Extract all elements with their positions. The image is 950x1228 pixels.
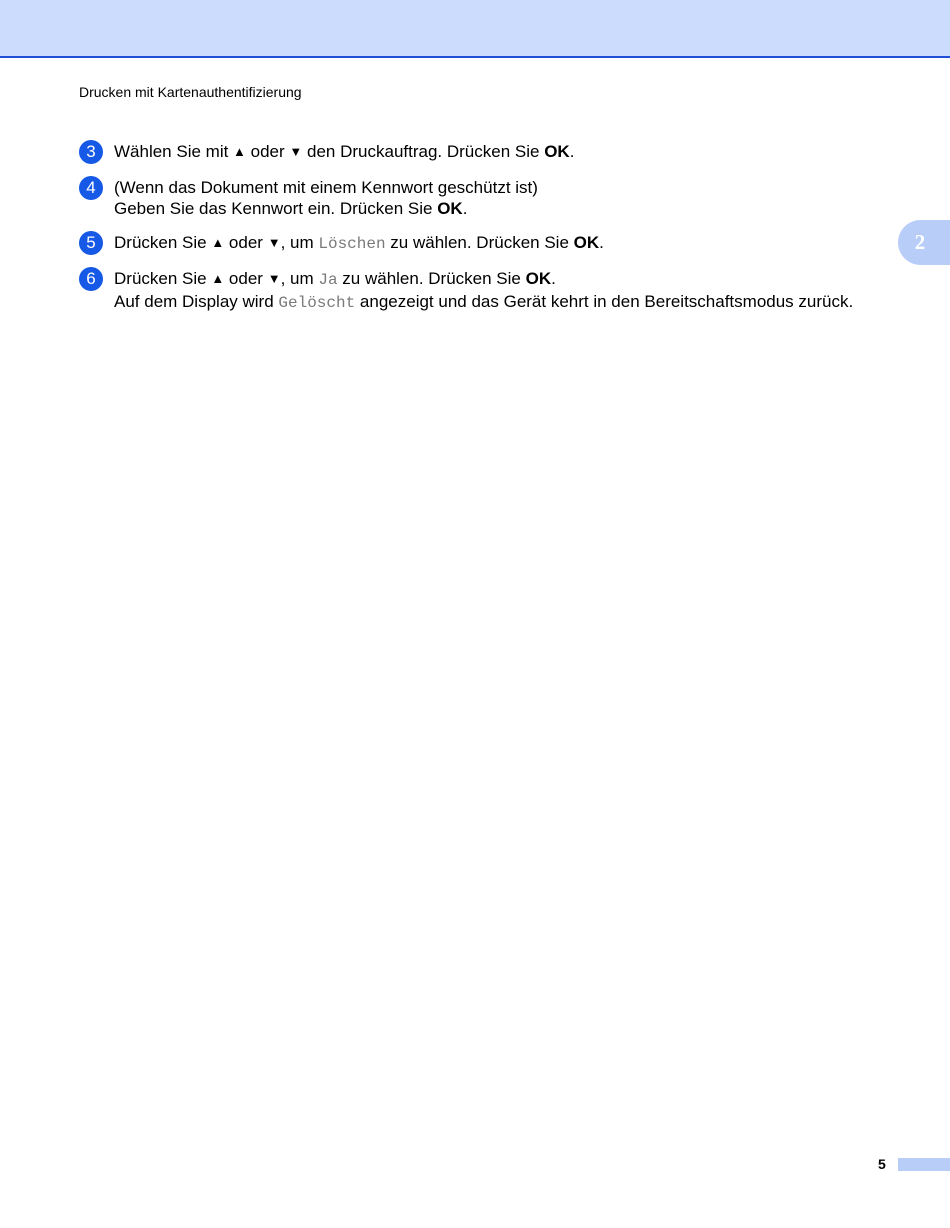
footer-tab-bar <box>898 1158 950 1171</box>
text-run: oder <box>224 233 268 252</box>
text-run: . <box>462 199 468 218</box>
ok-key-label: OK <box>437 199 463 218</box>
step-number-badge: 5 <box>79 231 103 255</box>
text-run: oder <box>245 142 290 161</box>
ok-key-label: OK <box>525 269 552 288</box>
text-run: Auf dem Display wird <box>114 292 279 311</box>
display-text: Ja <box>318 271 338 289</box>
step-number-badge: 4 <box>79 176 103 200</box>
chapter-tab <box>898 220 950 265</box>
text-run: . <box>569 142 575 161</box>
chapter-number: 2 <box>914 230 926 254</box>
text-run: Wählen Sie mit <box>114 142 234 161</box>
header-band <box>0 0 950 58</box>
step-text <box>114 177 538 219</box>
arrow-up-icon: ▲ <box>233 144 246 159</box>
text-run: , um <box>280 269 319 288</box>
arrow-up-icon: ▲ <box>211 235 225 250</box>
text-run: oder <box>224 269 268 288</box>
page-number: 5 <box>878 1156 886 1172</box>
running-title: Drucken mit Kartenauthentifizierung <box>79 84 302 100</box>
text-run: den Druckauftrag. Drücken Sie <box>302 142 545 161</box>
text-run: zu wählen. Drücken Sie <box>337 269 526 288</box>
arrow-down-icon: ▼ <box>267 271 281 286</box>
text-run: . <box>599 233 604 252</box>
step-number-badge: 6 <box>79 267 103 291</box>
step-text <box>114 232 604 255</box>
text-run: Drücken Sie <box>114 269 212 288</box>
text-run: Drücken Sie <box>114 233 212 252</box>
ok-key-label: OK <box>573 233 600 252</box>
arrow-down-icon: ▼ <box>267 235 281 250</box>
text-line: (Wenn das Dokument mit einem Kennwort geschützt ist) <box>114 178 538 197</box>
step-text <box>114 268 853 314</box>
arrow-up-icon: ▲ <box>211 271 225 286</box>
display-text: Gelöscht <box>278 294 356 312</box>
arrow-down-icon: ▼ <box>289 144 303 159</box>
display-text: Löschen <box>318 235 386 253</box>
text-run: . <box>551 269 556 288</box>
step-text <box>114 141 574 162</box>
step-number-badge: 3 <box>79 140 103 164</box>
text-run: angezeigt und das Gerät kehrt in den Bereitschaftsmodus zurück. <box>355 292 854 311</box>
ok-key-label: OK <box>544 142 570 161</box>
text-run: zu wählen. Drücken Sie <box>385 233 574 252</box>
text-run: , um <box>280 233 319 252</box>
text-run: Geben Sie das Kennwort ein. Drücken Sie <box>114 199 438 218</box>
